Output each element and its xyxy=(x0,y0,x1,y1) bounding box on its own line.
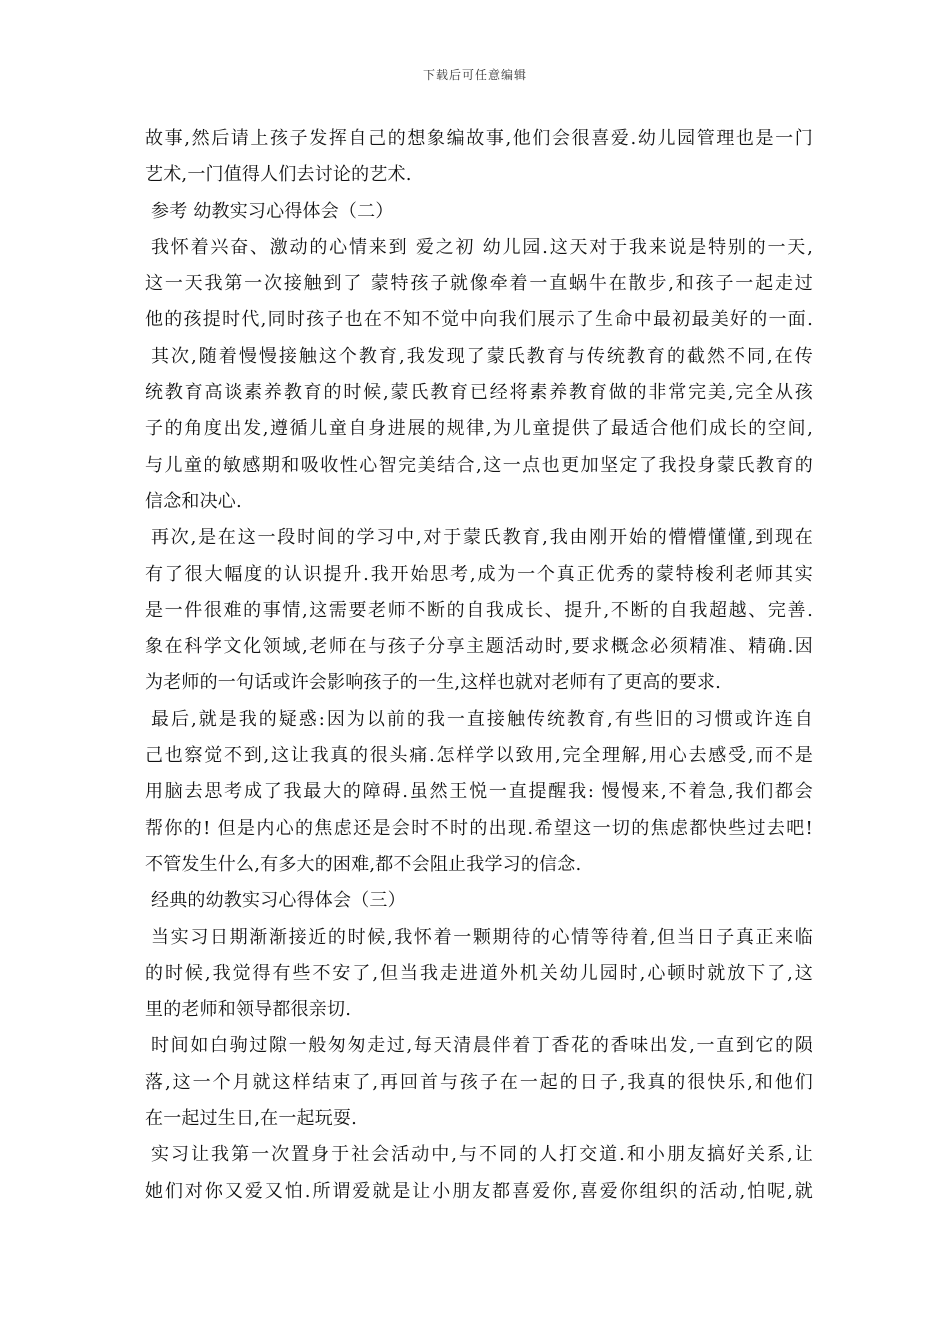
text-line: 我怀着兴奋、激动的心情来到 爱之初 幼儿园.这天对于我来说是特别的一天, xyxy=(151,236,813,258)
text-line: 时间如白驹过隙一般匆匆走过,每天清晨伴着丁香花的香味出发,一直到它的陨 xyxy=(151,1035,813,1057)
text-line: 在一起过生日,在一起玩耍. xyxy=(145,1108,358,1130)
text-line: 帮你的! 但是内心的焦虑还是会时不时的出现.希望这一切的焦虑都快些过去吧! xyxy=(145,817,813,839)
text-line: 子的角度出发,遵循儿童自身进展的规律,为儿童提供了最适合他们成长的空间, xyxy=(145,418,813,440)
text-line: 其次,随着慢慢接触这个教育,我发现了蒙氏教育与传统教育的截然不同,在传 xyxy=(151,345,813,367)
text-line: 己也察觉不到,这让我真的很头痛.怎样学以致用,完全理解,用心去感受,而不是 xyxy=(145,745,813,767)
text-line: 故事,然后请上孩子发挥自己的想象编故事,他们会很喜爱.幼儿园管理也是一门 xyxy=(145,128,813,149)
text-line: 信念和决心. xyxy=(145,490,242,512)
text-line: 他的孩提时代,同时孩子也在不知不觉中向我们展示了生命中最初最美好的一面. xyxy=(145,309,813,331)
text-line: 不管发生什么,有多大的困难,都不会阻止我学习的信念. xyxy=(145,853,582,875)
text-line: 参考 幼教实习心得体会（二） xyxy=(151,200,394,222)
text-line: 再次,是在这一段时间的学习中,对于蒙氏教育,我由刚开始的懵懵懂懂,到现在 xyxy=(151,527,813,549)
text-line: 用脑去思考成了我最大的障碍.虽然王悦一直提醒我: 慢慢来,不着急,我们都会 xyxy=(145,781,813,803)
text-line: 经典的幼教实习心得体会（三） xyxy=(151,890,406,912)
text-line: 她们对你又爱又怕.所谓爱就是让小朋友都喜爱你,喜爱你组织的活动,怕呢,就 xyxy=(145,1180,813,1202)
text-line: 落,这一个月就这样结束了,再回首与孩子在一起的日子,我真的很快乐,和他们 xyxy=(145,1071,813,1093)
page-header: 下载后可任意编辑 xyxy=(422,68,527,82)
text-line: 里的老师和领导都很亲切. xyxy=(145,999,352,1021)
text-line: 最后,就是我的疑惑:因为以前的我一直接触传统教育,有些旧的习惯或许连自 xyxy=(151,708,813,730)
text-line: 这一天我第一次接触到了 蒙特孩子就像牵着一直蜗牛在散步,和孩子一起走过 xyxy=(145,273,813,295)
text-line: 统教育高谈素养教育的时候,蒙氏教育已经将素养教育做的非常完美,完全从孩 xyxy=(145,382,813,404)
text-line: 象在科学文化领域,老师在与孩子分享主题活动时,要求概念必须精准、精确.因 xyxy=(145,636,813,658)
text-line: 有了很大幅度的认识提升.我开始思考,成为一个真正优秀的蒙特梭利老师其实 xyxy=(145,563,813,585)
text-line: 实习让我第一次置身于社会活动中,与不同的人打交道.和小朋友搞好关系,让 xyxy=(151,1144,813,1166)
text-line: 为老师的一句话或许会影响孩子的一生,这样也就对老师有了更高的要求. xyxy=(145,672,722,694)
document-body xyxy=(145,121,813,1210)
text-line: 与儿童的敏感期和吸收性心智完美结合,这一点也更加坚定了我投身蒙氏教育的 xyxy=(145,454,813,476)
text-line: 是一件很难的事情,这需要老师不断的自我成长、提升,不断的自我超越、完善. xyxy=(145,599,813,621)
text-line: 的时候,我觉得有些不安了,但当我走进道外机关幼儿园时,心顿时就放下了,这 xyxy=(145,962,813,984)
text-line: 当实习日期渐渐接近的时候,我怀着一颗期待的心情等待着,但当日子真正来临 xyxy=(151,926,813,948)
text-line: 艺术,一门值得人们去讨论的艺术. xyxy=(145,164,412,186)
